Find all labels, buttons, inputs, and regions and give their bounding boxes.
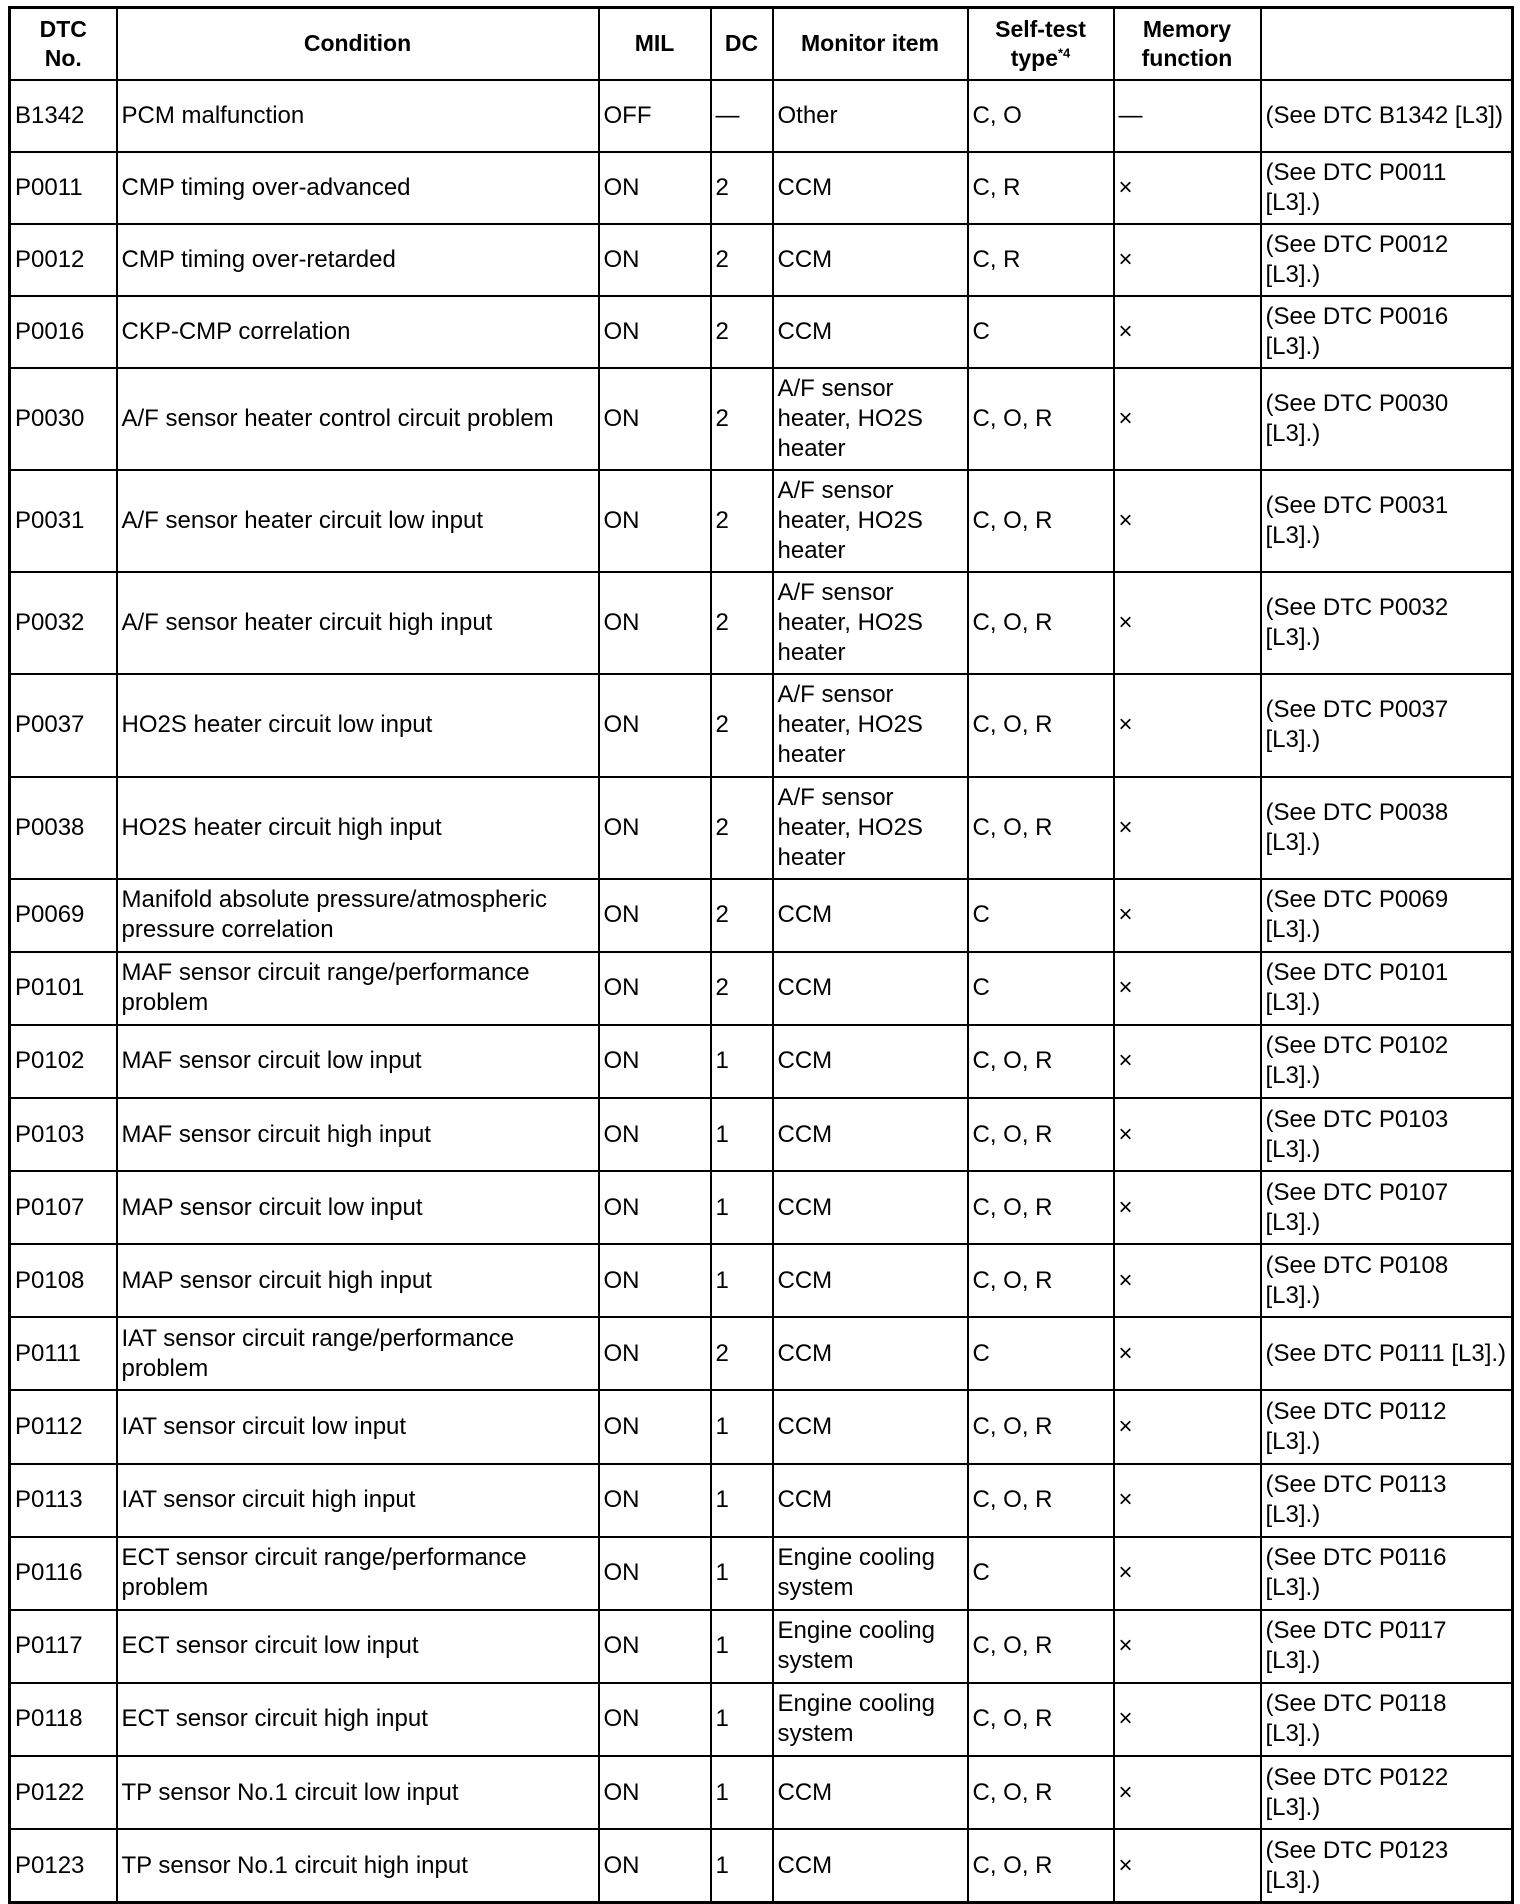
cell-memory-function: — xyxy=(1114,80,1261,152)
cell-condition: MAF sensor circuit high input xyxy=(117,1098,599,1171)
cell-reference-link: (See DTC P0107 [L3].) xyxy=(1261,1171,1513,1244)
cell-dc: 1 xyxy=(711,1756,773,1829)
cell-memory-function: × xyxy=(1114,1390,1261,1463)
header-reference xyxy=(1261,8,1513,80)
table-row xyxy=(10,1756,1513,1829)
cell-monitor-item: CCM xyxy=(773,952,968,1025)
cell-self-test-type: C, O, R xyxy=(968,368,1114,470)
cell-dtc-code: P0113 xyxy=(10,1464,117,1537)
table-row xyxy=(10,224,1513,296)
cell-memory-function: × xyxy=(1114,1756,1261,1829)
cell-condition: A/F sensor heater control circuit problem xyxy=(117,368,599,470)
table-row xyxy=(10,470,1513,572)
cell-monitor-item: CCM xyxy=(773,1171,968,1244)
cell-self-test-type: C xyxy=(968,1537,1114,1610)
cell-condition: MAF sensor circuit low input xyxy=(117,1025,599,1098)
cell-dtc-code: P0103 xyxy=(10,1098,117,1171)
table-row xyxy=(10,879,1513,952)
cell-dc: 2 xyxy=(711,152,773,224)
cell-dc: 1 xyxy=(711,1537,773,1610)
cell-reference-link: (See DTC P0116 [L3].) xyxy=(1261,1537,1513,1610)
cell-condition: ECT sensor circuit high input xyxy=(117,1683,599,1756)
cell-reference-link: (See DTC P0016 [L3].) xyxy=(1261,296,1513,368)
cell-monitor-item: Engine cooling system xyxy=(773,1610,968,1683)
cell-mil: ON xyxy=(599,1829,711,1902)
cell-reference-link: (See DTC P0112 [L3].) xyxy=(1261,1390,1513,1463)
cell-dtc-code: P0012 xyxy=(10,224,117,296)
cell-dc: 2 xyxy=(711,296,773,368)
table-row xyxy=(10,152,1513,224)
cell-self-test-type: C, O, R xyxy=(968,1464,1114,1537)
cell-monitor-item: A/F sensor heater, HO2S heater xyxy=(773,368,968,470)
cell-self-test-type: C xyxy=(968,296,1114,368)
cell-reference-link: (See DTC P0030 [L3].) xyxy=(1261,368,1513,470)
cell-memory-function: × xyxy=(1114,1098,1261,1171)
cell-reference-link: (See DTC P0108 [L3].) xyxy=(1261,1244,1513,1317)
cell-monitor-item: CCM xyxy=(773,1829,968,1902)
table-row xyxy=(10,1537,1513,1610)
cell-memory-function: × xyxy=(1114,1464,1261,1537)
cell-self-test-type: C, O, R xyxy=(968,674,1114,776)
cell-dtc-code: P0123 xyxy=(10,1829,117,1902)
cell-dc: 1 xyxy=(711,1610,773,1683)
table-row xyxy=(10,1683,1513,1756)
table-row xyxy=(10,296,1513,368)
cell-condition: CKP-CMP correlation xyxy=(117,296,599,368)
cell-condition: A/F sensor heater circuit high input xyxy=(117,572,599,674)
cell-self-test-type: C, O, R xyxy=(968,1610,1114,1683)
cell-dtc-code: P0037 xyxy=(10,674,117,776)
table-row xyxy=(10,952,1513,1025)
cell-memory-function: × xyxy=(1114,1244,1261,1317)
table-row xyxy=(10,80,1513,152)
cell-condition: MAP sensor circuit high input xyxy=(117,1244,599,1317)
table-row xyxy=(10,1610,1513,1683)
cell-reference-link: (See DTC P0012 [L3].) xyxy=(1261,224,1513,296)
cell-mil: ON xyxy=(599,952,711,1025)
cell-memory-function: × xyxy=(1114,674,1261,776)
cell-self-test-type: C, O, R xyxy=(968,777,1114,879)
cell-mil: ON xyxy=(599,296,711,368)
cell-monitor-item: A/F sensor heater, HO2S heater xyxy=(773,674,968,776)
cell-dc: 2 xyxy=(711,572,773,674)
cell-reference-link: (See DTC P0069 [L3].) xyxy=(1261,879,1513,952)
cell-dtc-code: P0101 xyxy=(10,952,117,1025)
cell-dtc-code: B1342 xyxy=(10,80,117,152)
cell-reference-link: (See DTC P0111 [L3].) xyxy=(1261,1317,1513,1390)
cell-self-test-type: C, O, R xyxy=(968,1025,1114,1098)
cell-self-test-type: C, O, R xyxy=(968,1390,1114,1463)
cell-dtc-code: P0032 xyxy=(10,572,117,674)
cell-condition: CMP timing over-advanced xyxy=(117,152,599,224)
cell-monitor-item: Engine cooling system xyxy=(773,1683,968,1756)
cell-reference-link: (See DTC P0103 [L3].) xyxy=(1261,1098,1513,1171)
cell-self-test-type: C, O xyxy=(968,80,1114,152)
cell-monitor-item: CCM xyxy=(773,1317,968,1390)
cell-self-test-type: C xyxy=(968,952,1114,1025)
header-condition: Condition xyxy=(117,8,599,80)
cell-reference-link: (See DTC P0118 [L3].) xyxy=(1261,1683,1513,1756)
cell-mil: OFF xyxy=(599,80,711,152)
cell-condition: ECT sensor circuit low input xyxy=(117,1610,599,1683)
cell-condition: CMP timing over-retarded xyxy=(117,224,599,296)
table-row xyxy=(10,1244,1513,1317)
cell-condition: MAP sensor circuit low input xyxy=(117,1171,599,1244)
cell-dc: 2 xyxy=(711,952,773,1025)
cell-mil: ON xyxy=(599,152,711,224)
cell-mil: ON xyxy=(599,470,711,572)
cell-dtc-code: P0016 xyxy=(10,296,117,368)
cell-memory-function: × xyxy=(1114,1025,1261,1098)
cell-condition: HO2S heater circuit high input xyxy=(117,777,599,879)
cell-dc: 2 xyxy=(711,1317,773,1390)
cell-mil: ON xyxy=(599,777,711,879)
cell-condition: IAT sensor circuit low input xyxy=(117,1390,599,1463)
cell-self-test-type: C, O, R xyxy=(968,470,1114,572)
cell-condition: Manifold absolute pressure/atmospheric pressure correlation xyxy=(117,879,599,952)
cell-dtc-code: P0107 xyxy=(10,1171,117,1244)
table-row xyxy=(10,674,1513,776)
cell-memory-function: × xyxy=(1114,470,1261,572)
cell-dc: 1 xyxy=(711,1098,773,1171)
table-row xyxy=(10,1317,1513,1390)
cell-dtc-code: P0031 xyxy=(10,470,117,572)
cell-monitor-item: CCM xyxy=(773,1756,968,1829)
cell-mil: ON xyxy=(599,1171,711,1244)
cell-condition: TP sensor No.1 circuit high input xyxy=(117,1829,599,1902)
cell-monitor-item: A/F sensor heater, HO2S heater xyxy=(773,777,968,879)
cell-memory-function: × xyxy=(1114,572,1261,674)
cell-mil: ON xyxy=(599,224,711,296)
cell-condition: IAT sensor circuit high input xyxy=(117,1464,599,1537)
cell-dc: 2 xyxy=(711,879,773,952)
cell-dc: 1 xyxy=(711,1829,773,1902)
cell-condition: MAF sensor circuit range/performance problem xyxy=(117,952,599,1025)
cell-mil: ON xyxy=(599,1244,711,1317)
table-row xyxy=(10,1829,1513,1902)
cell-mil: ON xyxy=(599,1610,711,1683)
header-dtc-no: DTC No. xyxy=(10,8,117,80)
cell-memory-function: × xyxy=(1114,296,1261,368)
cell-dtc-code: P0102 xyxy=(10,1025,117,1098)
header-row xyxy=(10,8,1513,80)
cell-monitor-item: Engine cooling system xyxy=(773,1537,968,1610)
header-mil: MIL xyxy=(599,8,711,80)
cell-reference-link: (See DTC P0031 [L3].) xyxy=(1261,470,1513,572)
cell-mil: ON xyxy=(599,368,711,470)
cell-condition: ECT sensor circuit range/performance problem xyxy=(117,1537,599,1610)
header-dc: DC xyxy=(711,8,773,80)
cell-dtc-code: P0112 xyxy=(10,1390,117,1463)
cell-condition: A/F sensor heater circuit low input xyxy=(117,470,599,572)
cell-mil: ON xyxy=(599,1390,711,1463)
cell-dtc-code: P0122 xyxy=(10,1756,117,1829)
cell-self-test-type: C, O, R xyxy=(968,1171,1114,1244)
cell-reference-link: (See DTC P0038 [L3].) xyxy=(1261,777,1513,879)
cell-reference-link: (See DTC P0101 [L3].) xyxy=(1261,952,1513,1025)
cell-condition: TP sensor No.1 circuit low input xyxy=(117,1756,599,1829)
header-self-test-type: Self-test type$^{*4}$ xyxy=(968,8,1114,80)
cell-dc: 1 xyxy=(711,1171,773,1244)
table-row xyxy=(10,1390,1513,1463)
cell-memory-function: × xyxy=(1114,1317,1261,1390)
header-memory-function: Memory function xyxy=(1114,8,1261,80)
cell-dtc-code: P0069 xyxy=(10,879,117,952)
cell-dc: 2 xyxy=(711,224,773,296)
cell-condition: IAT sensor circuit range/performance problem xyxy=(117,1317,599,1390)
cell-dc: 2 xyxy=(711,777,773,879)
table-row xyxy=(10,1464,1513,1537)
cell-monitor-item: A/F sensor heater, HO2S heater xyxy=(773,572,968,674)
cell-reference-link: (See DTC P0113 [L3].) xyxy=(1261,1464,1513,1537)
cell-dc: 2 xyxy=(711,368,773,470)
cell-mil: ON xyxy=(599,674,711,776)
table-row xyxy=(10,1025,1513,1098)
cell-reference-link: (See DTC B1342 [L3]) xyxy=(1261,80,1513,152)
cell-dtc-code: P0117 xyxy=(10,1610,117,1683)
cell-memory-function: × xyxy=(1114,368,1261,470)
cell-monitor-item: CCM xyxy=(773,296,968,368)
dtc-table-body xyxy=(10,80,1513,1903)
cell-memory-function: × xyxy=(1114,152,1261,224)
table-row xyxy=(10,1098,1513,1171)
cell-monitor-item: CCM xyxy=(773,879,968,952)
cell-dc: 1 xyxy=(711,1683,773,1756)
cell-mil: ON xyxy=(599,1464,711,1537)
cell-self-test-type: C, O, R xyxy=(968,572,1114,674)
cell-mil: ON xyxy=(599,1317,711,1390)
cell-memory-function: × xyxy=(1114,1537,1261,1610)
cell-memory-function: × xyxy=(1114,879,1261,952)
cell-self-test-type: C, O, R xyxy=(968,1683,1114,1756)
cell-mil: ON xyxy=(599,1683,711,1756)
cell-dc: 1 xyxy=(711,1390,773,1463)
cell-monitor-item: CCM xyxy=(773,1390,968,1463)
cell-mil: ON xyxy=(599,1537,711,1610)
cell-mil: ON xyxy=(599,879,711,952)
cell-self-test-type: C, O, R xyxy=(968,1829,1114,1902)
cell-reference-link: (See DTC P0117 [L3].) xyxy=(1261,1610,1513,1683)
table-row xyxy=(10,777,1513,879)
cell-monitor-item: CCM xyxy=(773,1098,968,1171)
cell-monitor-item: CCM xyxy=(773,1025,968,1098)
cell-memory-function: × xyxy=(1114,952,1261,1025)
table-row xyxy=(10,1171,1513,1244)
cell-self-test-type: C, O, R xyxy=(968,1756,1114,1829)
cell-reference-link: (See DTC P0102 [L3].) xyxy=(1261,1025,1513,1098)
cell-memory-function: × xyxy=(1114,1610,1261,1683)
cell-monitor-item: A/F sensor heater, HO2S heater xyxy=(773,470,968,572)
cell-mil: ON xyxy=(599,572,711,674)
dtc-table xyxy=(8,6,1514,1904)
cell-dtc-code: P0011 xyxy=(10,152,117,224)
cell-dtc-code: P0116 xyxy=(10,1537,117,1610)
cell-reference-link: (See DTC P0123 [L3].) xyxy=(1261,1829,1513,1902)
cell-dtc-code: P0108 xyxy=(10,1244,117,1317)
cell-self-test-type: C xyxy=(968,1317,1114,1390)
cell-dtc-code: P0038 xyxy=(10,777,117,879)
cell-mil: ON xyxy=(599,1098,711,1171)
cell-dc: 2 xyxy=(711,674,773,776)
cell-monitor-item: CCM xyxy=(773,152,968,224)
cell-dc: 1 xyxy=(711,1025,773,1098)
cell-self-test-type: C xyxy=(968,879,1114,952)
cell-memory-function: × xyxy=(1114,777,1261,879)
cell-reference-link: (See DTC P0011 [L3].) xyxy=(1261,152,1513,224)
cell-dtc-code: P0111 xyxy=(10,1317,117,1390)
footnote-marker: *4 xyxy=(1058,45,1071,61)
cell-monitor-item: Other xyxy=(773,80,968,152)
cell-dtc-code: P0118 xyxy=(10,1683,117,1756)
cell-self-test-type: C, R xyxy=(968,224,1114,296)
cell-monitor-item: CCM xyxy=(773,1244,968,1317)
cell-dc: 1 xyxy=(711,1464,773,1537)
cell-memory-function: × xyxy=(1114,1683,1261,1756)
cell-reference-link: (See DTC P0122 [L3].) xyxy=(1261,1756,1513,1829)
cell-memory-function: × xyxy=(1114,1829,1261,1902)
cell-mil: ON xyxy=(599,1756,711,1829)
cell-self-test-type: C, R xyxy=(968,152,1114,224)
cell-dc: — xyxy=(711,80,773,152)
cell-reference-link: (See DTC P0032 [L3].) xyxy=(1261,572,1513,674)
cell-dtc-code: P0030 xyxy=(10,368,117,470)
table-row xyxy=(10,368,1513,470)
cell-monitor-item: CCM xyxy=(773,1464,968,1537)
cell-mil: ON xyxy=(599,1025,711,1098)
cell-self-test-type: C, O, R xyxy=(968,1244,1114,1317)
cell-self-test-type: C, O, R xyxy=(968,1098,1114,1171)
cell-dc: 2 xyxy=(711,470,773,572)
header-monitor-item: Monitor item xyxy=(773,8,968,80)
cell-monitor-item: CCM xyxy=(773,224,968,296)
cell-condition: HO2S heater circuit low input xyxy=(117,674,599,776)
cell-reference-link: (See DTC P0037 [L3].) xyxy=(1261,674,1513,776)
cell-memory-function: × xyxy=(1114,224,1261,296)
cell-dc: 1 xyxy=(711,1244,773,1317)
cell-condition: PCM malfunction xyxy=(117,80,599,152)
table-row xyxy=(10,572,1513,674)
cell-memory-function: × xyxy=(1114,1171,1261,1244)
